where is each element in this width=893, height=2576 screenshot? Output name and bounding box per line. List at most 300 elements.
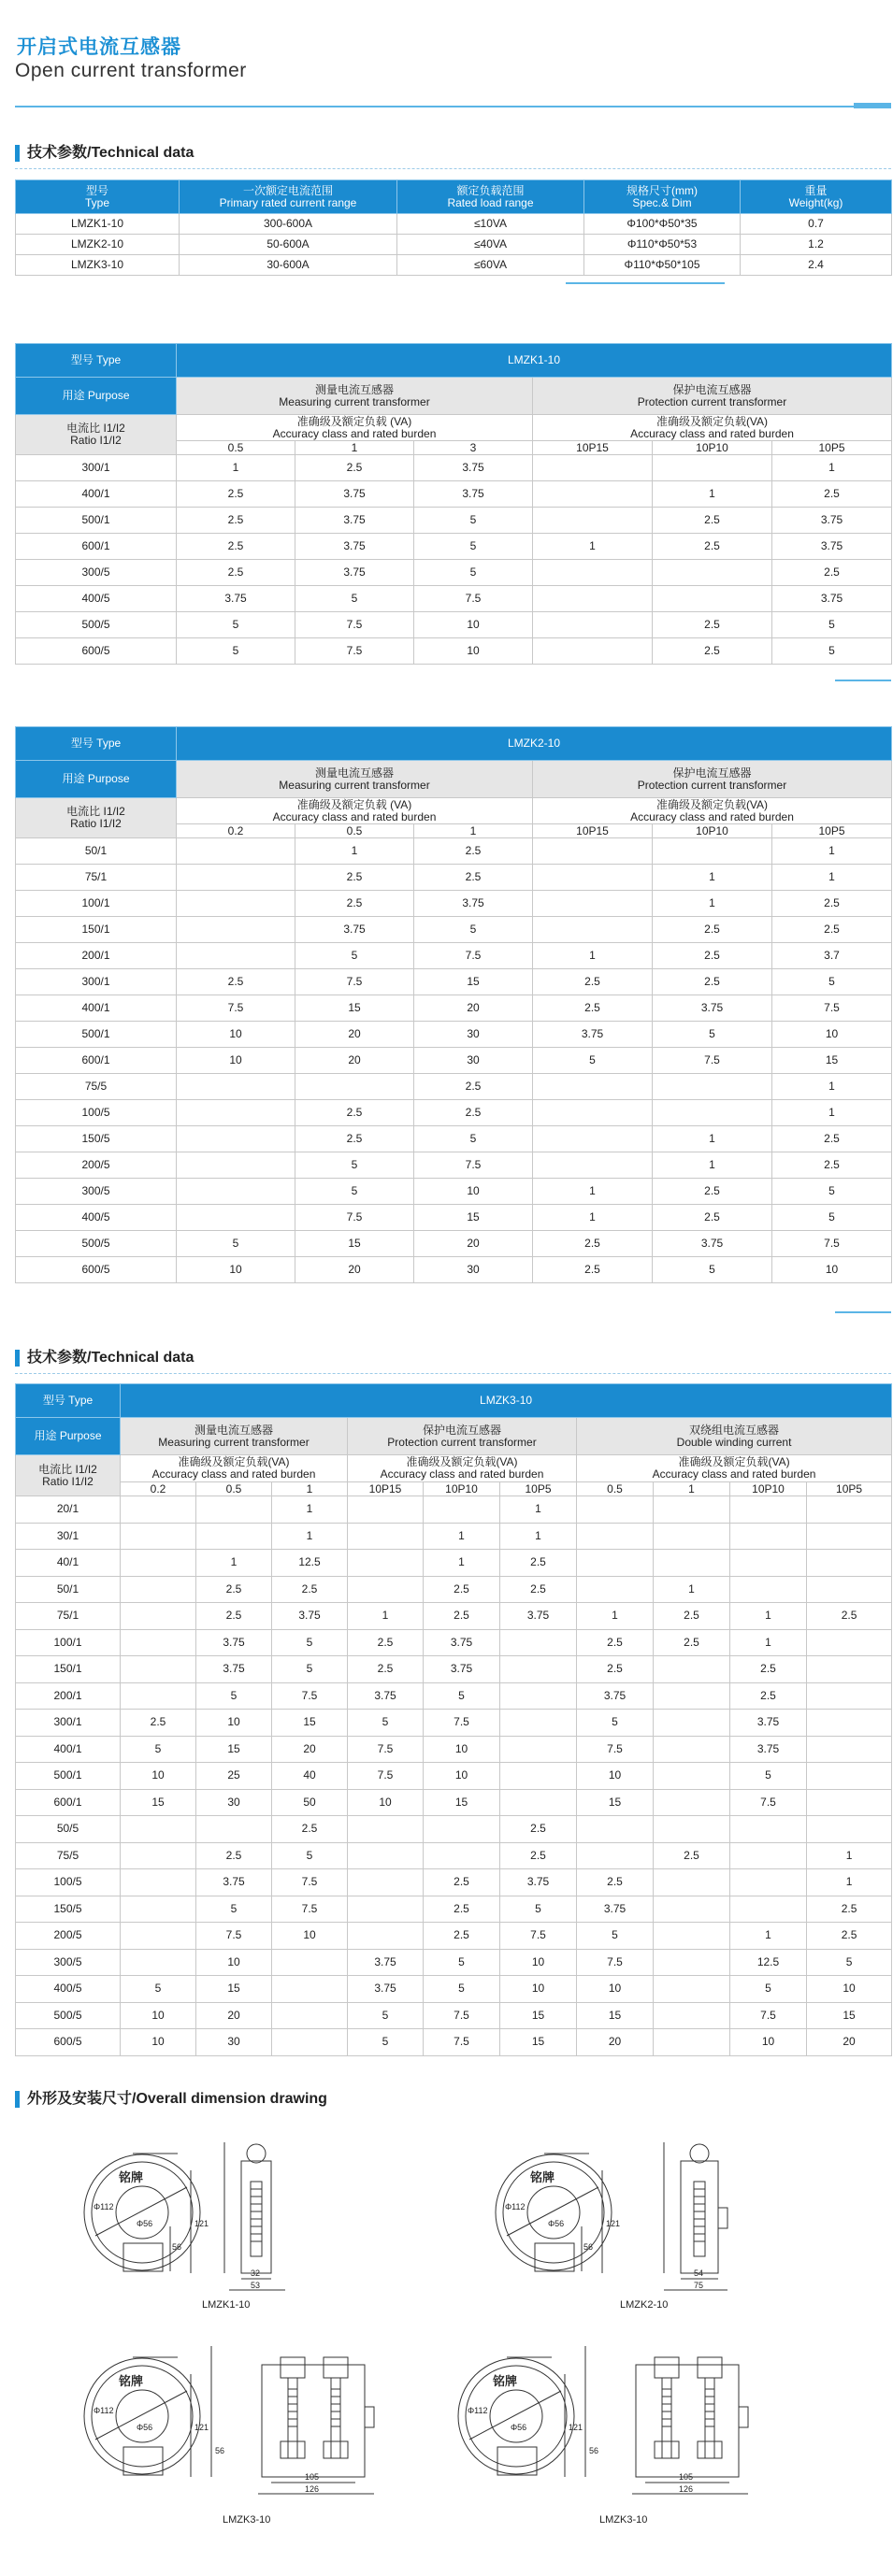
class-header: 10P15 — [348, 1482, 424, 1496]
value-cell — [121, 1656, 196, 1683]
tech-cell: 2.4 — [741, 255, 892, 276]
value-cell: 20 — [295, 1048, 414, 1074]
class-header: 0.2 — [121, 1482, 196, 1496]
value-cell: 2.5 — [295, 455, 414, 481]
table-row — [16, 1576, 892, 1603]
phi-inner-label: Φ56 — [511, 2423, 527, 2432]
value-cell — [348, 1816, 424, 1843]
value-cell — [121, 1550, 196, 1577]
tech-cell: 300-600A — [180, 214, 397, 235]
value-cell — [121, 1816, 196, 1843]
value-cell — [653, 455, 772, 481]
value-cell — [177, 838, 295, 865]
value-cell — [348, 1896, 424, 1923]
value-cell: 15 — [577, 1789, 654, 1816]
accuracy-header: 准确级及额定负载(VA) Accuracy class and rated burden — [577, 1455, 892, 1482]
table-row — [16, 1205, 892, 1231]
type-row — [16, 344, 892, 378]
value-cell: 2.5 — [177, 560, 295, 586]
value-cell — [730, 1869, 807, 1896]
value-cell: 2.5 — [177, 969, 295, 995]
value-cell — [730, 1816, 807, 1843]
ratio-cell: 150/1 — [16, 917, 177, 943]
value-cell — [654, 1656, 730, 1683]
ratio-cell: 150/1 — [16, 1656, 121, 1683]
value-cell — [177, 943, 295, 969]
section-title-text: 技术参数/Technical data — [27, 1350, 194, 1366]
value-cell — [807, 1763, 892, 1790]
lmzk2-table — [15, 726, 892, 1283]
table-row — [16, 1789, 892, 1816]
class-header: 3 — [414, 441, 533, 455]
table-row — [16, 1656, 892, 1683]
value-cell — [177, 1152, 295, 1179]
value-cell: 50 — [272, 1789, 348, 1816]
drawing-caption-lmzk3-2: LMZK3-10 — [599, 2514, 648, 2526]
value-cell: 1 — [653, 865, 772, 891]
table-row — [16, 1022, 892, 1048]
ratio-header: 电流比 I1/I2 Ratio I1/I2 — [16, 1455, 121, 1496]
ratio-cell: 75/1 — [16, 865, 177, 891]
table-row — [16, 1763, 892, 1790]
value-cell: 1 — [577, 1603, 654, 1630]
class-header: 10P5 — [807, 1482, 892, 1496]
value-cell: 15 — [196, 1736, 272, 1763]
value-cell — [654, 1710, 730, 1737]
purpose-label: 用途 Purpose — [16, 761, 177, 798]
tech-cell: ≤10VA — [397, 214, 584, 235]
value-cell: 15 — [500, 2029, 577, 2056]
value-cell: 10 — [177, 1257, 295, 1283]
value-cell — [654, 1896, 730, 1923]
value-cell: 3.75 — [272, 1603, 348, 1630]
table-row — [16, 455, 892, 481]
tech-table-row — [16, 235, 892, 255]
value-cell: 2.5 — [772, 891, 892, 917]
value-cell — [424, 1842, 500, 1869]
value-cell: 30 — [196, 2029, 272, 2056]
value-cell — [500, 1682, 577, 1710]
value-cell: 2.5 — [772, 481, 892, 508]
d126-label: 126 — [679, 2484, 694, 2494]
d56-label: 56 — [589, 2446, 599, 2455]
value-cell: 2.5 — [533, 1231, 653, 1257]
value-cell — [533, 508, 653, 534]
table-row — [16, 838, 892, 865]
value-cell: 5 — [348, 2029, 424, 2056]
d75-label: 75 — [694, 2281, 704, 2290]
value-cell: 5 — [272, 1656, 348, 1683]
value-cell — [177, 1126, 295, 1152]
value-cell: 2.5 — [121, 1710, 196, 1737]
value-cell — [121, 1682, 196, 1710]
table-row — [16, 1736, 892, 1763]
value-cell: 5 — [348, 2002, 424, 2029]
table-row — [16, 638, 892, 665]
ratio-cell: 400/1 — [16, 1736, 121, 1763]
value-cell — [654, 1763, 730, 1790]
table-row — [16, 560, 892, 586]
value-cell: 2.5 — [424, 1923, 500, 1950]
section-title-tech-data — [15, 144, 194, 163]
value-cell: 10 — [500, 1949, 577, 1976]
value-cell — [807, 1550, 892, 1577]
value-cell: 15 — [121, 1789, 196, 1816]
inner-ring — [116, 2186, 168, 2239]
table-row — [16, 586, 892, 612]
table-row — [16, 1231, 892, 1257]
type-label: 型号 Type — [16, 1384, 121, 1418]
value-cell: 10 — [121, 2002, 196, 2029]
header-divider — [15, 106, 891, 107]
value-cell — [653, 1074, 772, 1100]
table-row — [16, 1976, 892, 2003]
table-row — [16, 1923, 892, 1950]
value-cell: 3.75 — [577, 1896, 654, 1923]
value-cell: 40 — [272, 1763, 348, 1790]
value-cell: 3.75 — [533, 1022, 653, 1048]
value-cell: 2.5 — [295, 1126, 414, 1152]
value-cell: 2.5 — [807, 1923, 892, 1950]
table-row — [16, 1629, 892, 1656]
value-cell — [121, 1603, 196, 1630]
ratio-cell: 100/1 — [16, 1629, 121, 1656]
value-cell: 3.75 — [348, 1949, 424, 1976]
value-cell: 30 — [414, 1048, 533, 1074]
double-winding-header: 双绕组电流互感器 Double winding current — [577, 1418, 892, 1455]
tech-cell: Φ110*Φ50*53 — [584, 235, 741, 255]
value-cell: 7.5 — [295, 638, 414, 665]
lmzk3-dimension-drawing-2 — [449, 2337, 776, 2496]
value-cell: 3.7 — [772, 943, 892, 969]
value-cell: 15 — [272, 1710, 348, 1737]
model-name: LMZK2-10 — [177, 727, 892, 761]
class-header: 0.5 — [577, 1482, 654, 1496]
table-row — [16, 2002, 892, 2029]
value-cell — [653, 586, 772, 612]
nameplate-label: 铭牌 — [530, 2170, 555, 2184]
phi-inner-label: Φ56 — [137, 2219, 153, 2228]
value-cell: 30 — [414, 1022, 533, 1048]
value-cell: 15 — [295, 1231, 414, 1257]
phi-outer-label: Φ112 — [94, 2406, 114, 2415]
value-cell — [348, 1576, 424, 1603]
value-cell — [500, 1656, 577, 1683]
value-cell: 2.5 — [653, 534, 772, 560]
value-cell: 7.5 — [424, 1710, 500, 1737]
class-header: 1 — [414, 824, 533, 838]
value-cell — [577, 1523, 654, 1550]
ratio-cell: 500/1 — [16, 508, 177, 534]
value-cell — [654, 1523, 730, 1550]
tech-header-cell: 额定负载范围 Rated load range — [397, 180, 584, 214]
value-cell: 2.5 — [772, 917, 892, 943]
accuracy-row — [16, 1455, 892, 1482]
value-cell — [533, 891, 653, 917]
purpose-row — [16, 1418, 892, 1455]
accuracy-header: 准确级及额定负载(VA) Accuracy class and rated burden — [348, 1455, 577, 1482]
tech-cell: Φ110*Φ50*105 — [584, 255, 741, 276]
table-row — [16, 1496, 892, 1524]
value-cell: 2.5 — [295, 865, 414, 891]
value-cell: 7.5 — [424, 2029, 500, 2056]
value-cell — [500, 1736, 577, 1763]
value-cell: 2.5 — [177, 481, 295, 508]
table-row — [16, 1949, 892, 1976]
value-cell: 2.5 — [500, 1576, 577, 1603]
section-marker — [15, 2091, 20, 2108]
value-cell — [121, 1523, 196, 1550]
value-cell — [533, 455, 653, 481]
ratio-cell: 200/5 — [16, 1152, 177, 1179]
value-cell — [272, 1949, 348, 1976]
value-cell: 2.5 — [772, 1152, 892, 1179]
value-cell: 2.5 — [577, 1869, 654, 1896]
value-cell: 15 — [500, 2002, 577, 2029]
value-cell: 5 — [772, 1179, 892, 1205]
value-cell: 1 — [424, 1550, 500, 1577]
table-row — [16, 1126, 892, 1152]
ratio-cell: 200/1 — [16, 943, 177, 969]
value-cell — [533, 586, 653, 612]
value-cell: 2.5 — [772, 1126, 892, 1152]
d53-label: 53 — [251, 2281, 261, 2290]
value-cell: 3.75 — [295, 534, 414, 560]
value-cell: 5 — [772, 1205, 892, 1231]
value-cell: 5 — [424, 1682, 500, 1710]
value-cell: 5 — [424, 1976, 500, 2003]
value-cell: 10 — [121, 2029, 196, 2056]
value-cell: 1 — [807, 1869, 892, 1896]
table-row — [16, 865, 892, 891]
value-cell: 2.5 — [577, 1629, 654, 1656]
nameplate-label: 铭牌 — [119, 2374, 144, 2388]
ratio-cell: 600/5 — [16, 638, 177, 665]
type-label: 型号 Type — [16, 727, 177, 761]
value-cell: 2.5 — [500, 1816, 577, 1843]
ratio-cell: 300/1 — [16, 455, 177, 481]
value-cell: 3.75 — [500, 1869, 577, 1896]
drawing-caption-lmzk2: LMZK2-10 — [620, 2299, 669, 2311]
value-cell: 2.5 — [500, 1550, 577, 1577]
value-cell: 5 — [295, 1152, 414, 1179]
value-cell: 5 — [577, 1923, 654, 1950]
value-cell: 1 — [730, 1603, 807, 1630]
value-cell: 20 — [295, 1257, 414, 1283]
value-cell — [807, 1710, 892, 1737]
value-cell: 7.5 — [577, 1736, 654, 1763]
value-cell: 25 — [196, 1763, 272, 1790]
tech-table-row — [16, 255, 892, 276]
value-cell: 1 — [654, 1576, 730, 1603]
table-row — [16, 1048, 892, 1074]
phi-inner-label: Φ56 — [137, 2423, 153, 2432]
tech-data-table — [15, 179, 892, 276]
phi-outer-label: Φ112 — [505, 2202, 526, 2211]
type-row — [16, 727, 892, 761]
value-cell: 5 — [414, 1126, 533, 1152]
table-row — [16, 1682, 892, 1710]
value-cell — [654, 1496, 730, 1524]
value-cell: 10 — [177, 1048, 295, 1074]
value-cell: 1 — [348, 1603, 424, 1630]
value-cell — [533, 1152, 653, 1179]
class-header: 10P10 — [424, 1482, 500, 1496]
ratio-cell: 400/1 — [16, 995, 177, 1022]
tech-cell: ≤40VA — [397, 235, 584, 255]
value-cell: 2.5 — [653, 1179, 772, 1205]
value-cell: 3.75 — [295, 560, 414, 586]
value-cell: 3.75 — [424, 1656, 500, 1683]
value-cell — [295, 1074, 414, 1100]
value-cell: 2.5 — [533, 969, 653, 995]
value-cell — [500, 1629, 577, 1656]
class-header: 1 — [654, 1482, 730, 1496]
value-cell: 1 — [807, 1842, 892, 1869]
value-cell — [272, 1976, 348, 2003]
height-label: 121 — [194, 2423, 209, 2432]
value-cell: 7.5 — [730, 2002, 807, 2029]
value-cell: 5 — [414, 508, 533, 534]
value-cell: 10 — [348, 1789, 424, 1816]
value-cell: 15 — [807, 2002, 892, 2029]
value-cell: 10 — [730, 2029, 807, 2056]
ratio-cell: 500/5 — [16, 1231, 177, 1257]
table-row — [16, 969, 892, 995]
value-cell: 1 — [533, 1205, 653, 1231]
tech-header-cell: 重量 Weight(kg) — [741, 180, 892, 214]
value-cell — [177, 917, 295, 943]
value-cell: 7.5 — [772, 1231, 892, 1257]
value-cell: 2.5 — [654, 1842, 730, 1869]
value-cell: 1 — [424, 1523, 500, 1550]
value-cell: 1 — [730, 1923, 807, 1950]
ratio-cell: 500/5 — [16, 612, 177, 638]
value-cell — [807, 1736, 892, 1763]
value-cell: 5 — [295, 586, 414, 612]
value-cell: 3.75 — [500, 1603, 577, 1630]
class-header: 10P10 — [653, 441, 772, 455]
d105-label: 105 — [305, 2472, 320, 2482]
value-cell — [348, 1842, 424, 1869]
tech-cell: 50-600A — [180, 235, 397, 255]
section-divider — [15, 168, 891, 169]
class-header: 10P5 — [772, 824, 892, 838]
ratio-cell: 500/1 — [16, 1022, 177, 1048]
class-header: 10P15 — [533, 441, 653, 455]
value-cell: 3.75 — [730, 1710, 807, 1737]
value-cell: 5 — [177, 638, 295, 665]
type-row — [16, 1384, 892, 1418]
model-name: LMZK3-10 — [121, 1384, 892, 1418]
ratio-cell: 50/5 — [16, 1816, 121, 1843]
ratio-cell: 400/5 — [16, 1205, 177, 1231]
table-row — [16, 943, 892, 969]
value-cell: 12.5 — [272, 1550, 348, 1577]
table-row — [16, 1603, 892, 1630]
value-cell: 5 — [348, 1710, 424, 1737]
ratio-cell: 200/5 — [16, 1923, 121, 1950]
value-cell — [533, 1074, 653, 1100]
value-cell — [807, 1523, 892, 1550]
value-cell: 1 — [272, 1523, 348, 1550]
value-cell — [533, 638, 653, 665]
value-cell: 3.75 — [196, 1869, 272, 1896]
value-cell: 7.5 — [295, 1205, 414, 1231]
class-header: 10P5 — [500, 1482, 577, 1496]
value-cell: 5 — [272, 1842, 348, 1869]
value-cell — [121, 1576, 196, 1603]
d56-label: 56 — [583, 2242, 594, 2252]
ratio-cell: 100/5 — [16, 1869, 121, 1896]
table-row — [16, 2029, 892, 2056]
value-cell: 2.5 — [653, 1205, 772, 1231]
page-title-cn: 开启式电流互感器 — [17, 36, 181, 58]
table-end-mark — [835, 1311, 891, 1313]
value-cell: 2.5 — [424, 1869, 500, 1896]
value-cell — [654, 1869, 730, 1896]
value-cell: 2.5 — [730, 1656, 807, 1683]
value-cell: 5 — [414, 534, 533, 560]
value-cell: 2.5 — [577, 1656, 654, 1683]
table-row — [16, 1842, 892, 1869]
value-cell — [348, 1523, 424, 1550]
value-cell — [121, 1869, 196, 1896]
value-cell — [121, 1629, 196, 1656]
ratio-header: 电流比 I1/I2 Ratio I1/I2 — [16, 798, 177, 838]
d56-label: 56 — [215, 2446, 225, 2455]
tech-table-header-row — [16, 180, 892, 214]
value-cell: 7.5 — [272, 1896, 348, 1923]
table-row — [16, 1179, 892, 1205]
section-marker — [15, 1350, 20, 1367]
value-cell: 2.5 — [348, 1629, 424, 1656]
accuracy-row — [16, 798, 892, 824]
value-cell: 20 — [414, 995, 533, 1022]
purpose-label: 用途 Purpose — [16, 1418, 121, 1455]
protection-header: 保护电流互感器 Protection current transformer — [533, 378, 892, 415]
table-row — [16, 534, 892, 560]
value-cell: 2.5 — [424, 1603, 500, 1630]
value-cell: 15 — [414, 1205, 533, 1231]
ratio-cell: 40/1 — [16, 1550, 121, 1577]
value-cell: 7.5 — [772, 995, 892, 1022]
value-cell: 3.75 — [295, 508, 414, 534]
value-cell — [177, 891, 295, 917]
value-cell: 3.75 — [772, 534, 892, 560]
d105-label: 105 — [679, 2472, 694, 2482]
class-header: 10P15 — [533, 824, 653, 838]
value-cell: 10 — [177, 1022, 295, 1048]
value-cell: 15 — [424, 1789, 500, 1816]
phi-outer-label: Φ112 — [94, 2202, 114, 2211]
value-cell: 3.75 — [653, 995, 772, 1022]
value-cell: 3.75 — [295, 481, 414, 508]
value-cell — [730, 1896, 807, 1923]
value-cell: 10 — [196, 1949, 272, 1976]
value-cell: 5 — [295, 1179, 414, 1205]
value-cell — [807, 1496, 892, 1524]
d56-label: 56 — [172, 2242, 182, 2252]
tech-cell: 1.2 — [741, 235, 892, 255]
value-cell — [654, 1789, 730, 1816]
accuracy-header: 准确级及额定负载 (VA) Accuracy class and rated burden — [177, 415, 533, 441]
table-row — [16, 1257, 892, 1283]
value-cell — [500, 1710, 577, 1737]
nameplate-label: 铭牌 — [119, 2170, 144, 2184]
value-cell: 3.75 — [177, 586, 295, 612]
table-row — [16, 1896, 892, 1923]
